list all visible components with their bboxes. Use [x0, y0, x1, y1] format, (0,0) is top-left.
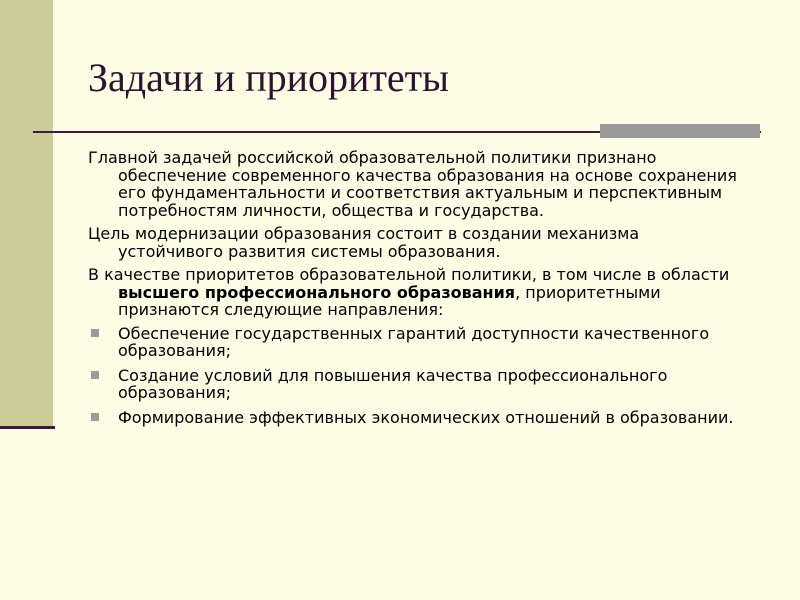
bullet-text: Обеспечение государственных гарантий доступности качественного образования; — [118, 323, 710, 360]
bullet-item — [88, 409, 748, 427]
bullet-item — [88, 325, 748, 360]
slide-title: Задачи и приоритеты — [88, 55, 450, 100]
side-decor-line — [0, 426, 55, 429]
slide-body — [88, 149, 748, 433]
square-bullet-icon — [91, 371, 99, 379]
priorities-text-before: В качестве приоритетов образовательной политики, в том числе в области — [88, 265, 730, 284]
bullet-text: Формирование эффективных экономических отношений в образовании. — [118, 407, 734, 427]
bullet-text: Создание условий для повышения качества профессионального образования; — [118, 365, 668, 402]
square-bullet-icon — [91, 413, 99, 421]
paragraph-priorities — [88, 266, 748, 319]
paragraph-modernization-goal: Цель модернизации образования состоит в создании механизма устойчивого развития системы образования. — [88, 224, 640, 261]
side-decor-band — [0, 0, 53, 428]
square-bullet-icon — [91, 329, 99, 337]
bullet-item — [88, 367, 748, 402]
paragraph-main-task: Главной задачей российской образовательной политики признано обеспечение современного качества образования на основе сохранения его фундаментальности и соответствия актуальным и перспективным потребностям личности, общества и государства. — [88, 148, 737, 220]
title-divider-block — [600, 124, 760, 138]
priorities-text-bold: высшего профессионального образования — [118, 282, 516, 302]
priorities-text-after: , приоритетными признаются следующие направления: — [118, 282, 661, 319]
